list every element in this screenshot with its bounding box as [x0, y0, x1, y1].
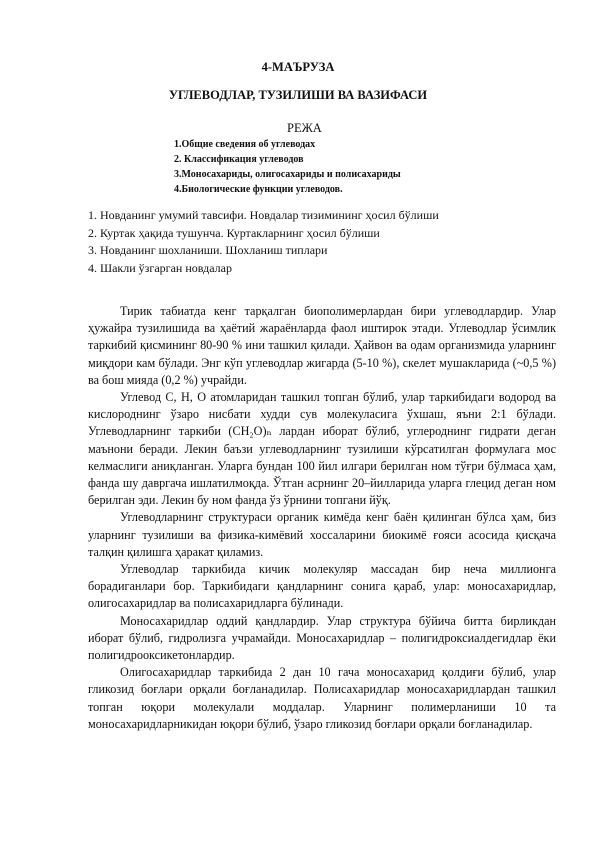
plan-ru-item: 1.Общие сведения об углеводах — [174, 139, 316, 150]
plan-ru-item: 2. Классификация углеводов — [174, 154, 304, 165]
plan-uz-item: 3. Новданинг шохланиши. Шохланиш типлари — [88, 243, 328, 257]
paragraph: Углеводлар таркибида кичик молекуляр массадан бир неча миллионга борадиганлари бор. Таркибидаги қандларнинг сонига қараб, улар: моносахаридлар, олигосахаридлар ва полисахаридларга бўлинади. — [88, 562, 556, 611]
paragraph: Тирик табиатда кенг тарқалган биополимерлардан бири углеводлардир. Улар ҳужайра тузилишида ва ҳаётий жараёнларда фаол иштирок этади. Углеводлар ўсимлик таркибий қисмининг 80-90 % ини ташкил қилади. Ҳайвон ва одам организмида уларнинг миқдори кам бўлади. Энг кўп углеводлар жигарда (5-10 %), скелет мушакларида (~0,5 %) ва бош мияда (0,2 %) учрайди. — [88, 304, 556, 387]
plan-uz-item: 4. Шакли ўзгарган новдалар — [88, 260, 232, 275]
plan-list-uzbek — [88, 207, 439, 277]
paragraph: Углеводларнинг структураси органик кимёда кенг баён қилинган бўлса ҳам, биз уларнинг тузилиши ва физика-кимёвий хоссаларини биокимё ғояси асосида қисқача талқин қилишга ҳаракат қиламиз. — [88, 510, 556, 559]
paragraph: Моносахаридлар оддий қандлардир. Улар структура бўйича битта бирликдан иборат бўлиб, гидролизга учрамайди. Моносахаридлар – полигидроксиалдегидлар ёки полигидрооксикетонлардир. — [88, 613, 556, 663]
plan-ru-item: 3.Моносахариды, олигосахариды и полисахариды — [174, 169, 401, 180]
lecture-number: 4-МАЪРУЗА — [261, 60, 335, 74]
plan-label: РЕЖА — [287, 121, 322, 135]
paragraph: Углевод С, Н, О атомларидан ташкил топган бўлиб, улар таркибидаги водород ва кислороднинг ўзаро нисбати худди сув молекуласига ўхшаш, яъни 2:1 бўлади. Углеводларнинг таркиби (СН₂О)ₙ лардан иборат бўлиб, углероднинг гидрати деган маънони беради. Лекин баъзи углеводларнинг тузилиши кўрсатилган формулага мос келмаслиги аниқланган. Уларга бундан 100 йил илгари берилган ном тўғри бўлмаса ҳам, фанда шу давргача ишлатилмоқда. Ўтган асрнинг 20–йилларида уларга глецид деган ном берилган эди. Лекин бу ном фанда ўз ўрнини топгани йўқ. — [88, 390, 556, 508]
plan-uz-item: 1. Новданинг умумий тавсифи. Новдалар тизимининг ҳосил бўлиши — [88, 208, 439, 222]
lecture-title: УГЛЕВОДЛАР, ТУЗИЛИШИ ВА ВАЗИФАСИ — [168, 88, 428, 102]
plan-list-russian — [174, 137, 401, 197]
plan-ru-item: 4.Биологические функции углеводов. — [174, 184, 343, 195]
plan-uz-item: 2. Куртак ҳақида тушунча. Куртакларнинг ҳосил бўлиши — [88, 225, 380, 240]
paragraph: Олигосахаридлар таркибида 2 дан 10 гача моносахарид қолдиғи бўлиб, улар гликозид боғлари орқали боғланадилар. Полисахаридлар моносахаридлардан ташкил топган юқори молекулали моддалар. Уларнинг полимерланиши 10 та моносахаридларникидан юқори бўлиб, ўзаро гликозид боғлари орқали боғланадилар. — [88, 665, 556, 731]
body-text — [88, 303, 556, 733]
